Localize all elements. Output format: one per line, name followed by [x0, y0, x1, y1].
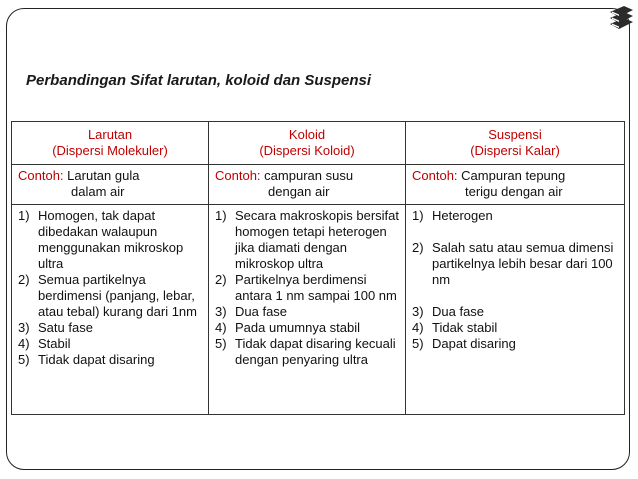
item-number: 3)	[215, 304, 227, 319]
list-item	[18, 320, 202, 336]
item-text: Semua partikelnya berdimensi (panjang, lebar, atau tebal) kurang dari 1nm	[38, 272, 197, 319]
item-number: 1)	[215, 208, 227, 223]
example-suspensi	[406, 165, 625, 205]
header-koloid	[209, 122, 406, 165]
example-text: Larutan gula	[67, 168, 140, 183]
item-number: 4)	[18, 336, 30, 351]
item-text: Dua fase	[235, 304, 288, 319]
example-label: Contoh:	[18, 168, 64, 183]
table-example-row	[12, 165, 625, 205]
item-text: Heterogen	[432, 208, 493, 223]
item-text: Satu fase	[38, 320, 93, 335]
properties-larutan	[12, 205, 209, 415]
example-text-cont: terigu dengan air	[465, 184, 563, 199]
comparison-table	[11, 121, 625, 415]
item-text: Tidak stabil	[432, 320, 498, 335]
item-number: 2)	[412, 240, 424, 255]
list-item	[215, 208, 399, 272]
example-text-cont: dalam air	[71, 184, 125, 199]
example-text: Campuran tepung	[461, 168, 566, 183]
properties-list	[412, 208, 618, 352]
book-stack-icon	[606, 4, 636, 34]
header-larutan	[12, 122, 209, 165]
table-properties-row	[12, 205, 625, 415]
item-number: 1)	[412, 208, 424, 223]
example-larutan	[12, 165, 209, 205]
header-larutan-sub: (Dispersi Molekuler)	[52, 143, 168, 158]
properties-list	[215, 208, 399, 368]
example-label: Contoh:	[412, 168, 458, 183]
item-text: Stabil	[38, 336, 71, 351]
item-number: 1)	[18, 208, 30, 223]
example-koloid	[209, 165, 406, 205]
list-item	[412, 240, 618, 288]
item-text: Secara makroskopis bersifat homogen tetapi heterogen jika diamati dengan mikroskop ultra	[235, 208, 400, 271]
item-number: 3)	[412, 304, 424, 319]
item-text: Dapat disaring	[432, 336, 516, 351]
list-item	[412, 208, 618, 224]
item-text: Partikelnya berdimensi antara 1 nm sampai 100 nm	[235, 272, 397, 303]
item-number: 4)	[412, 320, 424, 335]
example-text: campuran susu	[264, 168, 354, 183]
header-suspensi-name: Suspensi	[488, 127, 542, 142]
list-item	[18, 272, 202, 320]
item-text: Homogen, tak dapat dibedakan walaupun menggunakan mikroskop ultra	[38, 208, 184, 271]
item-number: 5)	[412, 336, 424, 351]
item-text: Salah satu atau semua dimensi partikelnya lebih besar dari 100 nm	[432, 240, 614, 287]
item-text: Tidak dapat disaring kecuali dengan penyaring ultra	[235, 336, 396, 367]
list-item	[215, 272, 399, 304]
item-number: 2)	[215, 272, 227, 287]
list-item	[215, 304, 399, 320]
item-text: Dua fase	[432, 304, 485, 319]
item-number: 3)	[18, 320, 30, 335]
header-suspensi-sub: (Dispersi Kalar)	[470, 143, 560, 158]
example-text-cont: dengan air	[268, 184, 330, 199]
item-number: 4)	[215, 320, 227, 335]
list-item	[215, 336, 399, 368]
item-text: Pada umumnya stabil	[235, 320, 361, 335]
header-larutan-name: Larutan	[87, 127, 133, 142]
item-number: 5)	[18, 352, 30, 367]
properties-suspensi	[406, 205, 625, 415]
header-koloid-sub: (Dispersi Koloid)	[259, 143, 355, 158]
example-label: Contoh:	[215, 168, 261, 183]
list-item	[18, 208, 202, 272]
header-koloid-name: Koloid	[288, 127, 326, 142]
item-text: Tidak dapat disaring	[38, 352, 155, 367]
item-number: 5)	[215, 336, 227, 351]
list-item	[412, 320, 618, 336]
list-item	[215, 320, 399, 336]
list-item	[18, 336, 202, 352]
slide-title: Perbandingan Sifat larutan, koloid dan Suspensi	[26, 72, 372, 89]
list-item	[18, 352, 202, 368]
list-item	[412, 336, 618, 352]
table-header-row	[12, 122, 625, 165]
properties-koloid	[209, 205, 406, 415]
properties-list	[18, 208, 202, 368]
item-number: 2)	[18, 272, 30, 287]
list-item	[412, 304, 618, 320]
header-suspensi	[406, 122, 625, 165]
